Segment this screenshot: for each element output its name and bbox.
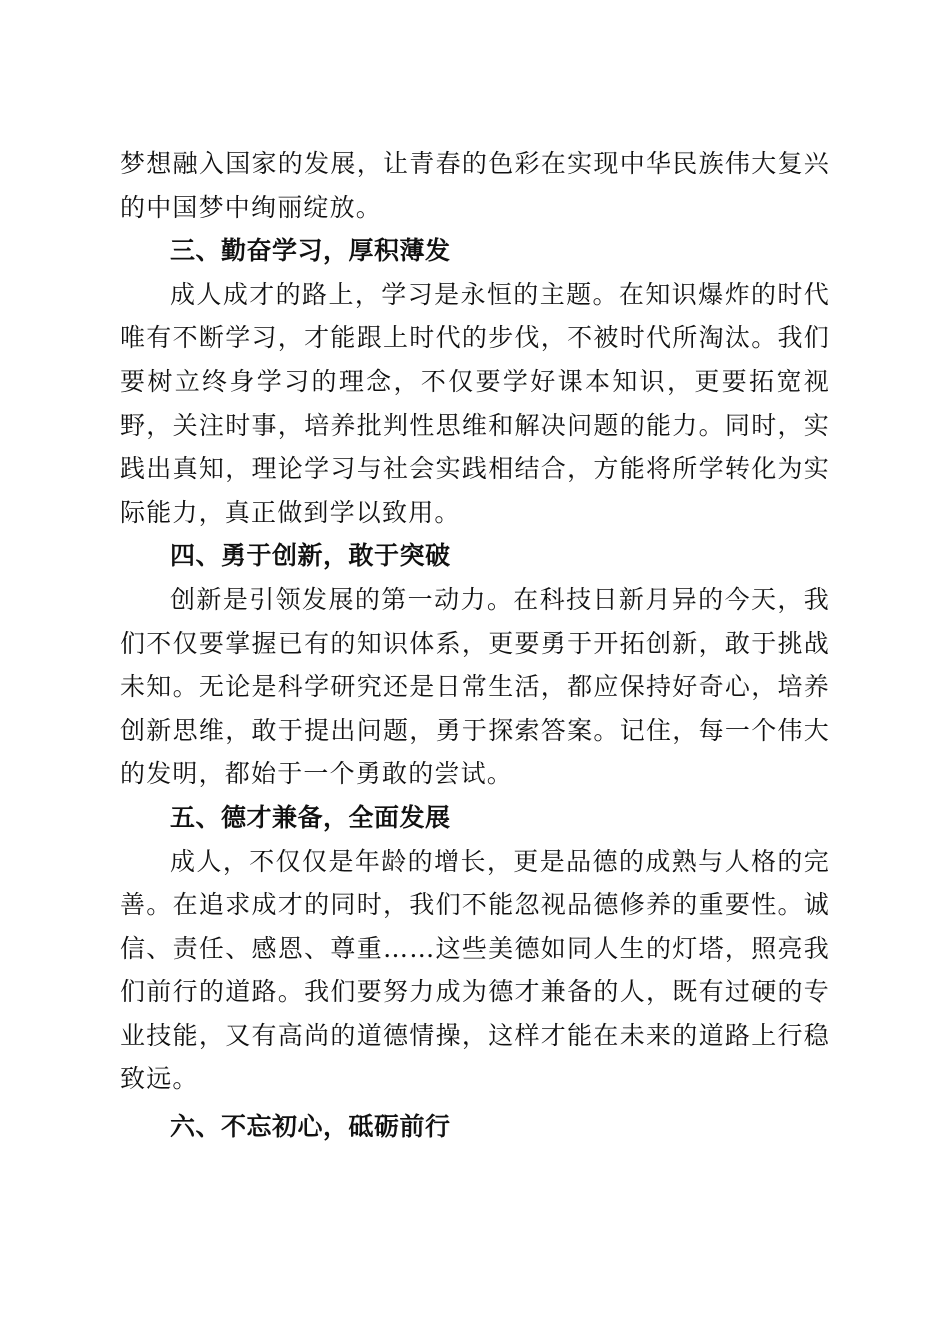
section-paragraph-virtue: 成人，不仅仅是年龄的增长，更是品德的成熟与人格的完善。在追求成才的同时，我们不能忽视品德修养的重要性。诚信、责任、感恩、尊重……这些美德如同人生的灯塔，照亮我们前行的道路。我们要努力成为德才兼备的人，既有过硬的专业技能，又有高尚的道德情操，这样才能在未来的道路上行稳致远。	[120, 846, 830, 1094]
section-heading-study: 三、勤奋学习，厚积薄发	[170, 236, 451, 266]
section-heading-virtue: 五、德才兼备，全面发展	[170, 802, 451, 832]
section-paragraph-innovation: 创新是引领发展的第一动力。在科技日新月异的今天，我们不仅要掌握已有的知识体系，更要勇于开拓创新，敢于挑战未知。无论是科学研究还是日常生活，都应保持好奇心，培养创新思维，敢于提出问题，勇于探索答案。记住，每一个伟大的发明，都始于一个勇敢的尝试。	[120, 584, 830, 789]
document-body	[120, 142, 830, 1149]
continuation-paragraph: 梦想融入国家的发展，让青春的色彩在实现中华民族伟大复兴的中国梦中绚丽绽放。	[120, 149, 830, 222]
section-paragraph-study: 成人成才的路上，学习是永恒的主题。在知识爆炸的时代唯有不断学习，才能跟上时代的步伐，不被时代所淘汰。我们要树立终身学习的理念，不仅要学好课本知识，更要拓宽视野，关注时事，培养批判性思维和解决问题的能力。同时，实践出真知，理论学习与社会实践相结合，方能将所学转化为实际能力，真正做到学以致用。	[120, 279, 830, 527]
section-heading-innovation: 四、勇于创新，敢于突破	[170, 541, 451, 571]
section-heading-original-aspiration: 六、不忘初心，砥砺前行	[170, 1112, 451, 1142]
